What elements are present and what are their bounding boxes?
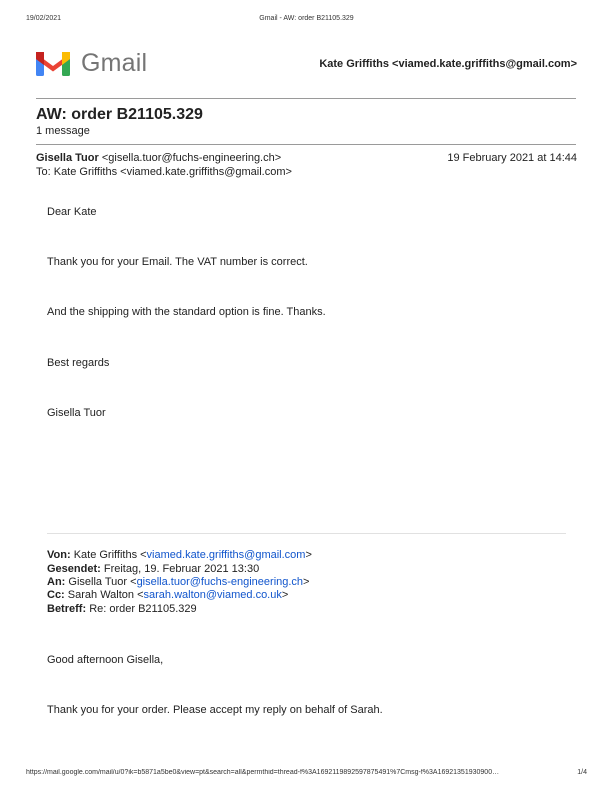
body-line: Thank you for your Email. The VAT number is correct. (47, 256, 308, 268)
message-date: 19 February 2021 at 14:44 (447, 152, 577, 164)
an-email-link[interactable]: gisella.tuor@fuchs-engineering.ch (136, 576, 304, 588)
sender-email: <gisella.tuor@fuchs-engineering.ch> (101, 152, 282, 164)
fw-betreff: Betreff: Re: order B21105.329 (47, 603, 197, 615)
message-from (36, 152, 281, 164)
body-line: Best regards (47, 357, 110, 369)
footer-url: https://mail.google.com/mail/u/0?ik=b5871a5be0&view=pt&search=all&permthid=thread-f%3A1692119892597875491%7Cmsg-f%3A16921351930900… (26, 769, 500, 776)
footer-page: 1/4 (577, 769, 587, 776)
von-email-link[interactable]: viamed.kate.griffiths@gmail.com (146, 549, 306, 561)
thread-subject: AW: order B21105.329 (36, 106, 203, 123)
gmail-logo-icon (36, 48, 70, 76)
fw-cc: Cc: Sarah Walton <sarah.walton@viamed.co.uk> (47, 589, 289, 601)
fw-von: Von: Kate Griffiths <viamed.kate.griffiths@gmail.com> (47, 549, 312, 561)
fw-an: An: Gisella Tuor <gisella.tuor@fuchs-engineering.ch> (47, 576, 310, 588)
fw-body-line: Thank you for your order. Please accept my reply on behalf of Sarah. (47, 704, 383, 716)
header-divider (36, 98, 576, 99)
sender-name: Gisella Tuor (36, 152, 99, 164)
body-line: Dear Kate (47, 206, 97, 218)
print-date: 19/02/2021 (26, 15, 62, 22)
quote-divider (47, 533, 566, 534)
body-line: Gisella Tuor (47, 407, 106, 419)
fw-gesendet: Gesendet: Freitag, 19. Februar 2021 13:30 (47, 563, 260, 575)
fw-body-line: Good afternoon Gisella, (47, 654, 164, 666)
message-to: To: Kate Griffiths <viamed.kate.griffiths@gmail.com> (36, 166, 292, 178)
account-label: Kate Griffiths <viamed.kate.griffiths@gmail.com> (319, 58, 577, 70)
cc-email-link[interactable]: sarah.walton@viamed.co.uk (143, 589, 282, 601)
message-count: 1 message (36, 125, 90, 137)
print-title: Gmail - AW: order B21105.329 (259, 15, 354, 22)
body-line: And the shipping with the standard option is fine. Thanks. (47, 306, 326, 318)
thread-divider (36, 144, 576, 145)
gmail-wordmark: Gmail (81, 49, 148, 77)
